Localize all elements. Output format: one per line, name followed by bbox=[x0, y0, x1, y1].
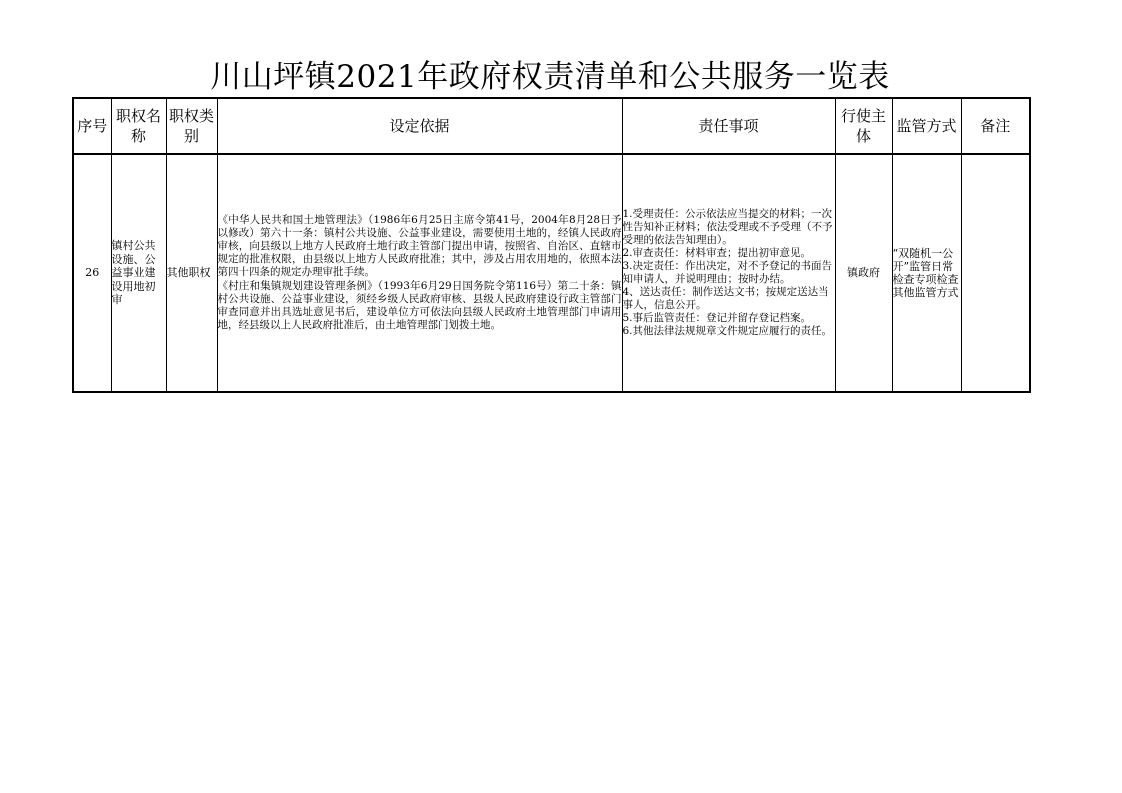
header-basis: 设定依据 bbox=[217, 98, 622, 154]
duty-item: 3.决定责任：作出决定，对不予登记的书面告知申请人，并说明理由；按时办结。 bbox=[622, 260, 833, 285]
cell-subject: 镇政府 bbox=[835, 154, 892, 392]
table-header-row bbox=[73, 98, 1030, 154]
header-remarks: 备注 bbox=[961, 98, 1030, 154]
cell-duties bbox=[622, 154, 835, 392]
basis-paragraph: 《村庄和集镇规划建设管理条例》（1993年6月29日国务院令第116号）第二十条：镇村公共设施、公益事业建设，须经乡级人民政府审核、县级人民政府建设行政主管部门审查同意并出具选址意见书后，建设单位方可依法向县级人民政府土地管理部门申请用地，经县级以上人民政府批准后，由土地管理部门划拨土地。 bbox=[217, 279, 622, 332]
header-serial: 序号 bbox=[73, 98, 111, 154]
duty-item: 5.事后监管责任：登记并留存登记档案。 bbox=[622, 312, 812, 324]
header-power-name: 职权名称 bbox=[111, 98, 166, 154]
table-row bbox=[73, 154, 1030, 392]
duty-item: 1.受理责任：公示依法应当提交的材料；一次性告知补正材料；依法受理或不予受理（不予受理的依法告知理由）。 bbox=[622, 208, 833, 246]
header-power-type: 职权类别 bbox=[166, 98, 217, 154]
basis-paragraph: 《中华人民共和国土地管理法》（1986年6月25日主席令第41号，2004年8月28日予以修改）第六十一条：镇村公共设施、公益事业建设，需要使用土地的，经镇人民政府审核，向县级以上地方人民政府土地行政主管部门提出申请，按照省、自治区、直辖市规定的批准权限，由县级以上地方人民政府批准；其中，涉及占用农用地的，依照本法第四十四条的规定办理审批手续。 bbox=[217, 213, 622, 279]
cell-power-name: 镇村公共设施、公益事业建设用地初审 bbox=[111, 154, 166, 392]
duty-item: 2.审查责任：材料审查；提出初审意见。 bbox=[622, 247, 812, 259]
header-duties: 责任事项 bbox=[622, 98, 835, 154]
responsibility-table bbox=[72, 97, 1031, 393]
cell-basis bbox=[217, 154, 622, 392]
page-title: 川山坪镇2021年政府权责清单和公共服务一览表 bbox=[210, 59, 890, 95]
header-supervision: 监管方式 bbox=[892, 98, 961, 154]
duty-item: 4、送达责任：制作送达文书；按规定送达当事人，信息公开。 bbox=[622, 286, 829, 311]
duty-item: 6.其他法律法规规章文件规定应履行的责任。 bbox=[622, 325, 833, 337]
cell-power-type: 其他职权 bbox=[166, 154, 217, 392]
header-subject: 行使主体 bbox=[835, 98, 892, 154]
cell-supervision: “双随机一公开”监管日常检查专项检查其他监管方式 bbox=[892, 154, 961, 392]
cell-remarks bbox=[961, 154, 1030, 392]
cell-serial: 26 bbox=[73, 154, 111, 392]
